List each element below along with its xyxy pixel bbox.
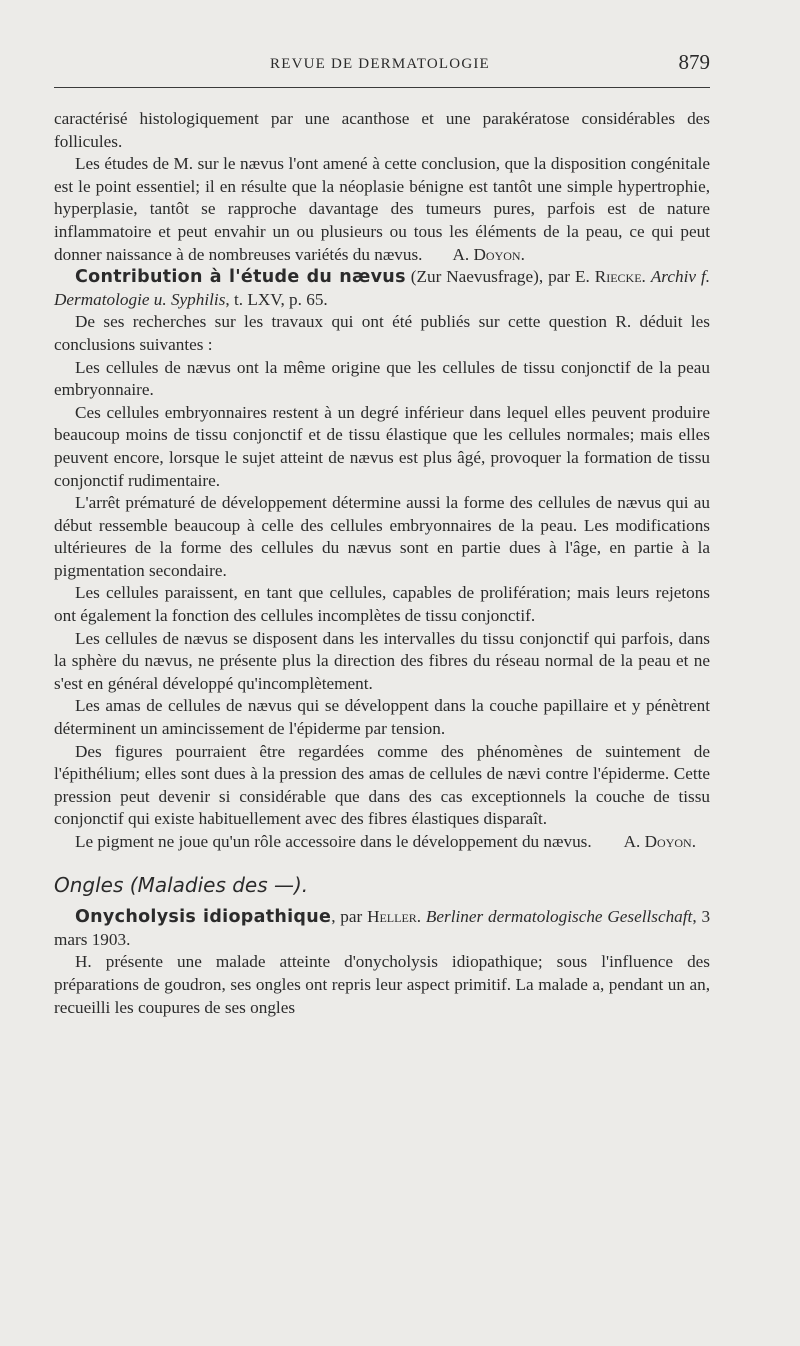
- signature: A. Doyon.: [623, 832, 696, 851]
- paragraph: [54, 831, 710, 854]
- paragraph: [54, 153, 710, 266]
- section-heading-main: Ongles: [54, 872, 124, 897]
- page-header: [54, 50, 710, 80]
- paragraph: De ses recherches sur les travaux qui ont été publiés sur cette question R. déduit les conclusions suivantes :: [54, 312, 710, 354]
- paragraph: H. présente une malade atteinte d'onycholysis idiopathique; sous l'influence des préparations de goudron, ses ongles ont repris leur aspect primitif. La malade a, pendant un an, recueilli les coupures de ses ongles: [54, 952, 710, 1017]
- bibliographic-entry: [54, 906, 710, 951]
- paragraph: caractérisé histologiquement par une acanthose et une parakératose considérables des follicules.: [54, 109, 710, 151]
- paragraph-text: Les études de M. sur le nævus l'ont amené à cette conclusion, que la disposition congénitale est le point essentiel; il en résulte que la néoplasie bénigne est tantôt une simple hypertrophie, hyperplasie, tantôt se rapproche davantage des tumeurs pures, parfois est de nature inflammatoire et peut envahir un ou plusieurs ou tous les éléments de la peau, ce qui peut donner naissance à de nombreuses variétés du nævus.: [54, 154, 710, 264]
- paragraph: L'arrêt prématuré de développement détermine aussi la forme des cellules de nævus qui au début ressemble beaucoup à celle des cellules embryonnaires de la peau. Les modifications ultérieures de la forme des cellules du nævus sont en partie dues à l'âge, en partie à la pigmentation secondaire.: [54, 493, 710, 580]
- entry-by: , par: [331, 907, 368, 927]
- bibliographic-entry: [54, 266, 710, 311]
- entry-author: Riecke.: [594, 267, 646, 287]
- header-rule: [54, 87, 710, 88]
- paragraph: Ces cellules embryonnaires restent à un degré inférieur dans lequel elles peuvent produire beaucoup moins de tissu conjonctif et de tissu élastique que les cellules normales; mais elles peuvent encore, lorsque le sujet atteint de nævus est plus âgé, provoquer la formation de tissu conjonctif rudimentaire.: [54, 402, 710, 490]
- entry-title: Onycholysis idiopathique: [75, 907, 332, 928]
- entry-reference: , t. LXV, p. 65.: [225, 289, 328, 309]
- paragraph: Les amas de cellules de nævus qui se développent dans la couche papillaire et y pénètrent déterminent un amincissement de l'épiderme par tension.: [54, 696, 710, 739]
- paragraph: Les cellules paraissent, en tant que cellules, capables de prolifération; mais leurs rejetons ont également la fonction des cellules incomplètes de tissu conjonctif.: [54, 583, 710, 626]
- paragraph: Les cellules de nævus ont la même origine que les cellules de tissu conjonctif de la peau embryonnaire.: [54, 357, 710, 400]
- section-heading-rest: (Maladies des —).: [123, 872, 309, 897]
- entry-title: Contribution à l'étude du nævus: [75, 267, 406, 288]
- article-body: [54, 108, 710, 1019]
- signature: A. Doyon.: [452, 244, 525, 264]
- paragraph-text: Le pigment ne joue qu'un rôle accessoire dans le développement du nævus.: [75, 832, 592, 851]
- page-number: 879: [678, 50, 710, 74]
- entry-reference: , 3 mars 1903.: [54, 907, 711, 949]
- paragraph: Les cellules de nævus se disposent dans les intervalles du tissu conjonctif qui parfois, dans la sphère du nævus, ne présente plus la direction des fibres du réseau normal de la peau et ne s'est en général développé qu'incomplètement.: [54, 628, 710, 693]
- section-heading: [54, 874, 710, 897]
- paragraph: Des figures pourraient être regardées comme des phénomènes de suintement de l'épithélium; elles sont dues à la pression des amas de cellules de nævi contre l'épiderme. Cette pression peut devenir si considérable que dans des cas exceptionnels la couche de tissu conjonctif qui existe habituellement avec des fibres élastiques disparaît.: [54, 741, 710, 829]
- running-title: REVUE DE DERMATOLOGIE: [270, 56, 490, 72]
- entry-author: Heller.: [367, 907, 422, 927]
- entry-journal: Berliner dermatologische Gesellschaft: [425, 907, 693, 927]
- entry-journal: Archiv f. Dermatologie u. Syphilis: [54, 267, 711, 309]
- entry-subtitle: (Zur Naevusfrage), par E.: [405, 267, 595, 287]
